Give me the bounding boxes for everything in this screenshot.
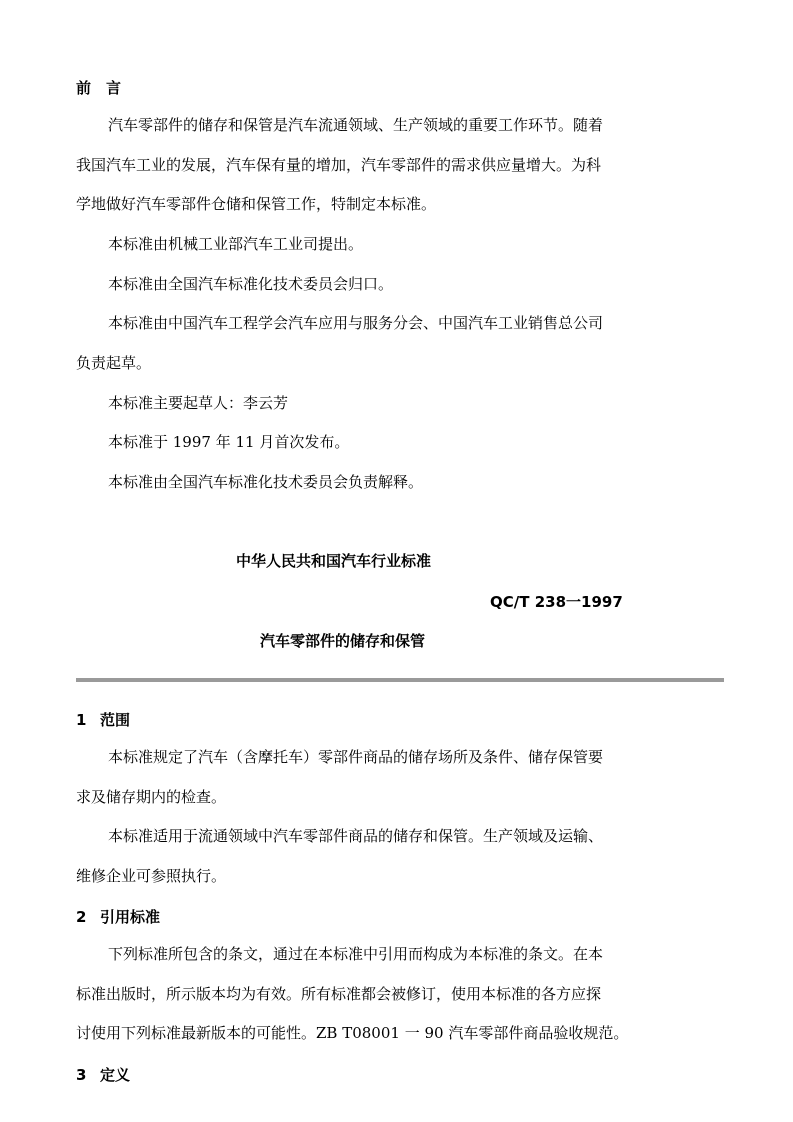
section-1-number: 1 bbox=[76, 711, 87, 729]
section-1-paragraph-2: 本标准适用于流通领域中汽车零部件商品的储存和保管。生产领域及运输、 维修企业可参照执行。 bbox=[76, 827, 604, 885]
section-2-title: 引用标准 bbox=[100, 908, 161, 926]
title-divider bbox=[76, 678, 724, 682]
foreword-paragraph-4: 本标准由中国汽车工程学会汽车应用与服务分会、中国汽车工业销售总公司 负责起草。 bbox=[76, 314, 604, 372]
standard-org: 中华人民共和国汽车行业标准 bbox=[236, 552, 432, 570]
foreword-paragraph-1: 汽车零部件的储存和保管是汽车流通领域、生产领域的重要工作环节。随着 我国汽车工业的发展，汽车保有量的增加，汽车零部件的需求供应量增大。为科 学地做好汽车零部件仓储和保管工作，特制定本标准。 bbox=[76, 116, 604, 213]
section-1-heading bbox=[76, 709, 130, 730]
foreword-paragraph-5: 本标准主要起草人：李云芳 bbox=[108, 394, 289, 412]
section-3-number: 3 bbox=[76, 1066, 87, 1084]
foreword-paragraph-2: 本标准由机械工业部汽车工业司提出。 bbox=[108, 235, 364, 253]
section-1-paragraph-1: 本标准规定了汽车（含摩托车）零部件商品的储存场所及条件、储存保管要 求及储存期内的检查。 bbox=[76, 748, 604, 806]
foreword-paragraph-7: 本标准由全国汽车标准化技术委员会负责解释。 bbox=[108, 473, 424, 491]
section-2-heading bbox=[76, 906, 160, 927]
section-3-heading bbox=[76, 1064, 130, 1085]
section-2-number: 2 bbox=[76, 908, 87, 926]
foreword-paragraph-3: 本标准由全国汽车标准化技术委员会归口。 bbox=[108, 275, 394, 293]
standard-code: QC/T 238一1997 bbox=[490, 593, 623, 611]
foreword-paragraph-6: 本标准于 1997 年 11 月首次发布。 bbox=[108, 433, 350, 451]
foreword-title: 前 言 bbox=[76, 79, 122, 97]
standard-title: 汽车零部件的储存和保管 bbox=[260, 632, 426, 650]
section-2-paragraph-1: 下列标准所包含的条文，通过在本标准中引用而构成为本标准的条文。在本 标准出版时，所示版本均为有效。所有标准都会被修订，使用本标准的各方应探 讨使用下列标准最新版本的可能性。ZB T08001 一 90 汽车零部件商品验收规范。 bbox=[76, 945, 629, 1042]
section-3-title: 定义 bbox=[100, 1066, 131, 1084]
section-1-title: 范围 bbox=[100, 711, 131, 729]
